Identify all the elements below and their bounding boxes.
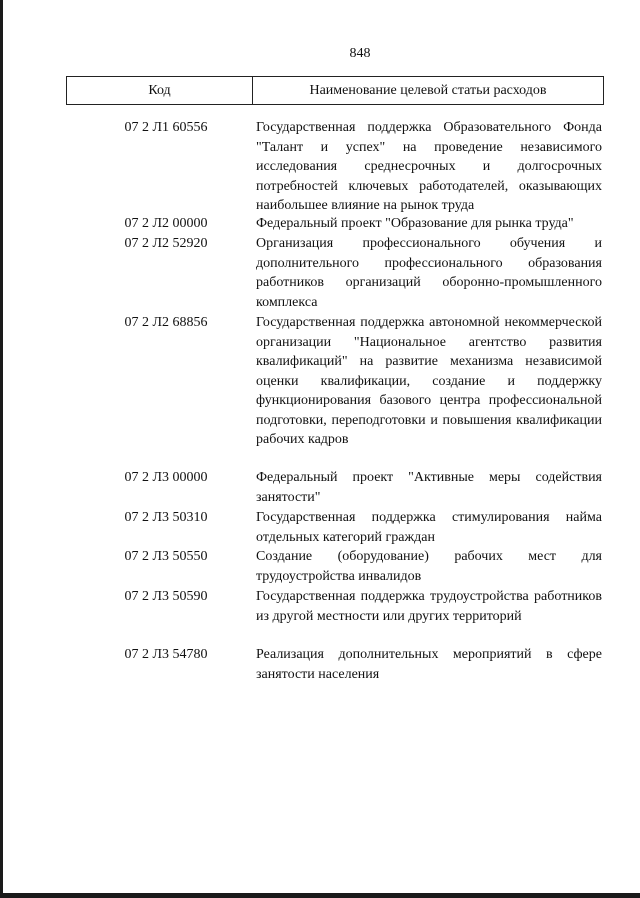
row-name: Государственная поддержка автономной некоммерческой организации "Национальное агентство развития квалификаций" на развитие механизма независимой оценки квалификации, создание и поддержку функционирования базового центра профессиональной подготовки, переподготовки и повышения квалификации рабочих кадров bbox=[256, 315, 602, 447]
page-number: 848 bbox=[349, 46, 371, 61]
row-code: 07 2 Л1 60556 bbox=[124, 120, 208, 135]
row-code: 07 2 Л2 52920 bbox=[124, 236, 208, 251]
row-name: Федеральный проект "Образование для рынка труда" bbox=[256, 216, 574, 231]
row-code: 07 2 Л2 68856 bbox=[124, 315, 208, 330]
column-header-code: Код bbox=[67, 77, 253, 104]
row-code: 07 2 Л2 00000 bbox=[124, 216, 208, 231]
column-header-name: Наименование целевой статьи расходов bbox=[309, 82, 547, 98]
row-code: 07 2 Л3 00000 bbox=[124, 470, 208, 485]
row-name: Государственная поддержка трудоустройства работников из другой местности или других территорий bbox=[256, 589, 602, 624]
row-name: Организация профессионального обучения и дополнительного профессионального образования работников организаций оборонно-промышленного комплекса bbox=[256, 236, 602, 310]
row-name: Федеральный проект "Активные меры содействия занятости" bbox=[256, 470, 602, 505]
row-code: 07 2 Л3 50550 bbox=[124, 549, 208, 564]
row-name: Создание (оборудование) рабочих мест для трудоустройства инвалидов bbox=[256, 549, 602, 584]
row-name: Государственная поддержка Образовательного Фонда "Талант и успех" на проведение независимого исследования среднесрочных и долгосрочных потребностей ключевых работодателей, оказывающих наибольшее влияние на рынок труда bbox=[256, 120, 602, 213]
row-code: 07 2 Л3 50310 bbox=[124, 510, 208, 525]
row-name: Государственная поддержка стимулирования найма отдельных категорий граждан bbox=[256, 510, 602, 545]
row-code: 07 2 Л3 54780 bbox=[124, 647, 208, 662]
row-code: 07 2 Л3 50590 bbox=[124, 589, 208, 604]
row-name: Реализация дополнительных мероприятий в сфере занятости населения bbox=[256, 647, 602, 682]
